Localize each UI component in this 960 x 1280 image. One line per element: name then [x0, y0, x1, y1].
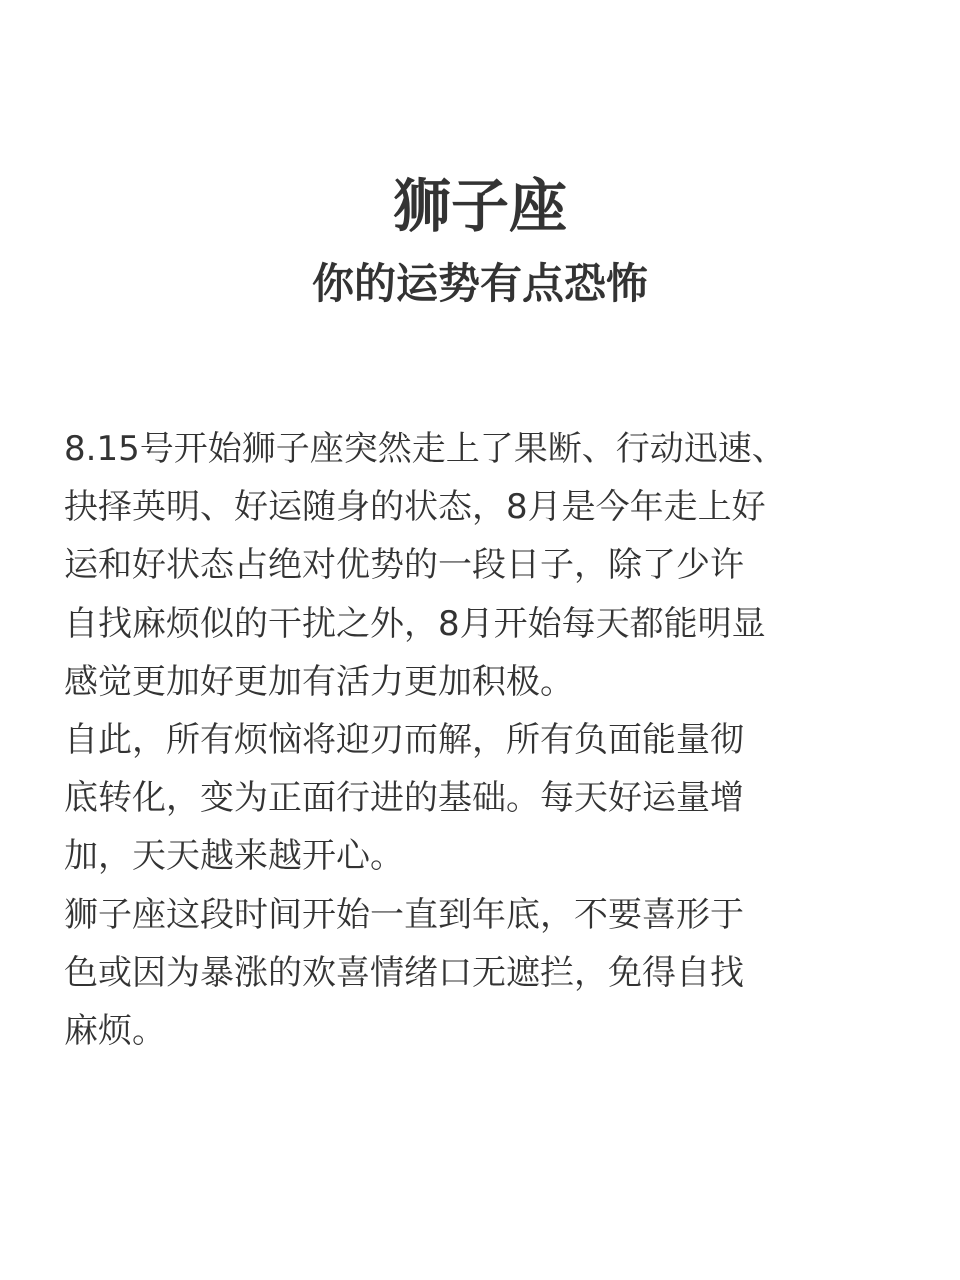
paragraph-line: 加，天天越来越开心。 — [64, 836, 404, 877]
page-title: 狮子座 — [392, 172, 567, 240]
paragraph-line: 底转化，变为正面行进的基础。每天好运量增 — [64, 778, 744, 819]
paragraph-line: 抉择英明、好运随身的状态，8月是今年走上好 — [64, 487, 766, 528]
paragraph-2 — [64, 711, 894, 886]
paragraph-line: 自找麻烦似的干扰之外，8月开始每天都能明显 — [64, 603, 766, 644]
paragraph-line: 8.15号开始狮子座突然走上了果断、行动迅速、 — [64, 429, 786, 469]
paragraph-line: 感觉更加好更加有活力更加积极。 — [64, 661, 574, 702]
paragraph-3 — [64, 886, 894, 1061]
paragraph-line: 麻烦。 — [64, 1011, 166, 1052]
paragraph-1 — [64, 420, 894, 711]
paragraph-line: 狮子座这段时间开始一直到年底，不要喜形于 — [64, 894, 744, 935]
article-body — [64, 420, 894, 1060]
paragraph-line: 运和好状态占绝对优势的一段日子，除了少许 — [64, 545, 744, 586]
page-subtitle: 你的运势有点恐怖 — [311, 259, 648, 308]
paragraph-line: 自此，所有烦恼将迎刃而解，所有负面能量彻 — [64, 720, 744, 761]
paragraph-line: 色或因为暴涨的欢喜情绪口无遮拦，免得自找 — [64, 952, 744, 993]
